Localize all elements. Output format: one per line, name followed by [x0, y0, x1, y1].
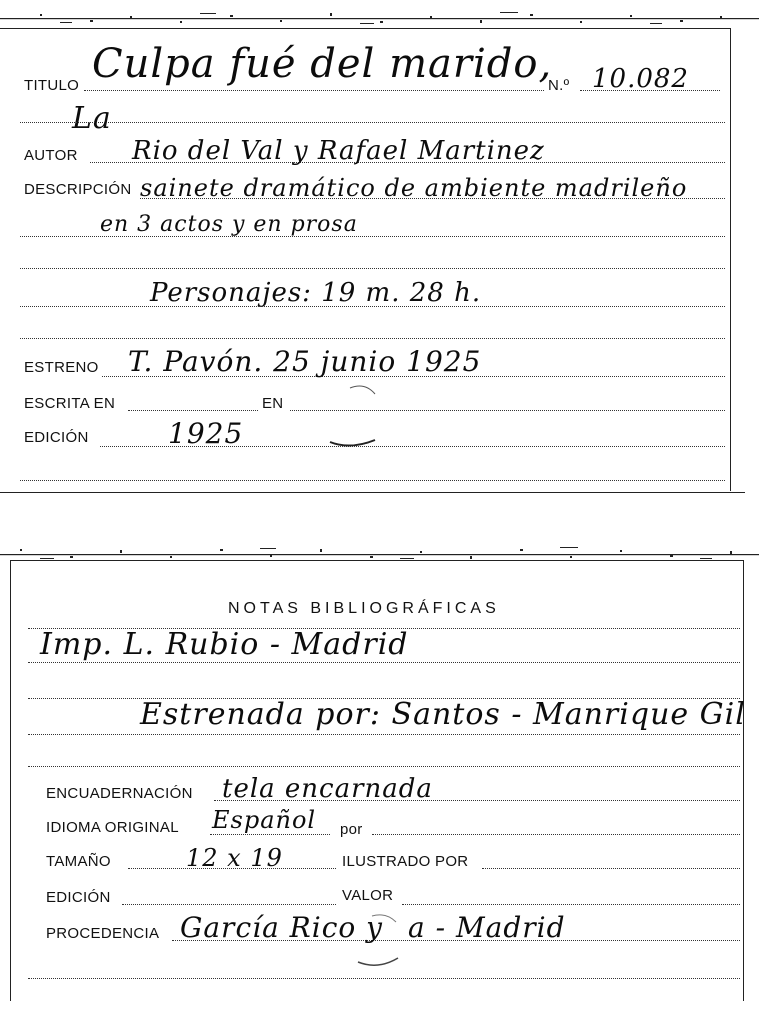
idioma-label: IDIOMA ORIGINAL — [46, 819, 179, 836]
ruled-line — [28, 978, 740, 979]
notas-heading: NOTAS BIBLIOGRÁFICAS — [228, 600, 500, 617]
titulo-label: TITULO — [24, 77, 80, 94]
ruled-line — [28, 734, 740, 735]
edicion-handwritten: 1925 — [168, 417, 244, 450]
personajes-handwritten: Personajes: 19 m. 28 h. — [150, 278, 482, 308]
ink-smudge — [352, 912, 408, 968]
card-divider — [0, 492, 745, 493]
title-article: La — [72, 101, 112, 136]
ruled-line — [20, 306, 725, 307]
procedencia-label: PROCEDENCIA — [46, 925, 160, 942]
edicion-label: EDICIÓN — [24, 429, 89, 446]
ilustrado-line — [482, 868, 740, 869]
tamano-label: TAMAÑO — [46, 853, 111, 870]
ruled-line — [20, 268, 725, 269]
valor-label: VALOR — [342, 887, 394, 904]
escrita-en-line — [128, 410, 258, 411]
ruled-line — [28, 766, 740, 767]
number-value: 10.082 — [592, 64, 689, 94]
autor-label: AUTOR — [24, 147, 78, 164]
ruled-line — [28, 662, 740, 663]
edicion-bottom-line — [122, 904, 336, 905]
estreno-label: ESTRENO — [24, 359, 99, 376]
notas-line2-handwritten: Estrenada por: Santos - Manrique Gil — [140, 697, 746, 732]
autor-handwritten: Rio del Val y Rafael Martinez — [132, 136, 545, 166]
ilustrado-label: ILUSTRADO POR — [342, 853, 469, 870]
en-label: EN — [262, 395, 284, 412]
ruled-line — [20, 480, 725, 481]
idioma-handwritten: Español — [212, 806, 317, 834]
tamano-handwritten: 12 x 19 — [186, 844, 283, 872]
ruled-line — [20, 338, 725, 339]
ruled-line — [20, 122, 725, 123]
valor-line — [402, 904, 740, 905]
descripcion-line1-handwritten: sainete dramático de ambiente madrileño — [140, 174, 688, 202]
notas-line1-handwritten: Imp. L. Rubio - Madrid — [40, 627, 409, 662]
estreno-handwritten: T. Pavón. 25 junio 1925 — [128, 345, 482, 378]
procedencia-handwritten-a: García Rico y — [180, 911, 383, 944]
idioma-line — [210, 834, 330, 835]
procedencia-handwritten-b: a - Madrid — [408, 911, 566, 944]
descripcion-line2-handwritten: en 3 actos y en prosa — [100, 212, 358, 237]
edicion-bottom-label: EDICIÓN — [46, 889, 111, 906]
descripcion-label: DESCRIPCIÓN — [24, 181, 132, 198]
torn-edge-texture — [0, 8, 759, 30]
encuadernacion-label: ENCUADERNACIÓN — [46, 785, 193, 802]
por-label: por — [340, 821, 363, 838]
por-line — [372, 834, 740, 835]
number-label: N.º — [548, 77, 570, 94]
title-handwritten: Culpa fué del marido, — [92, 41, 553, 87]
encuadernacion-handwritten: tela encarnada — [222, 774, 433, 804]
titulo-line — [84, 90, 544, 91]
escrita-en-label: ESCRITA EN — [24, 395, 116, 412]
ink-smudge — [320, 380, 400, 450]
